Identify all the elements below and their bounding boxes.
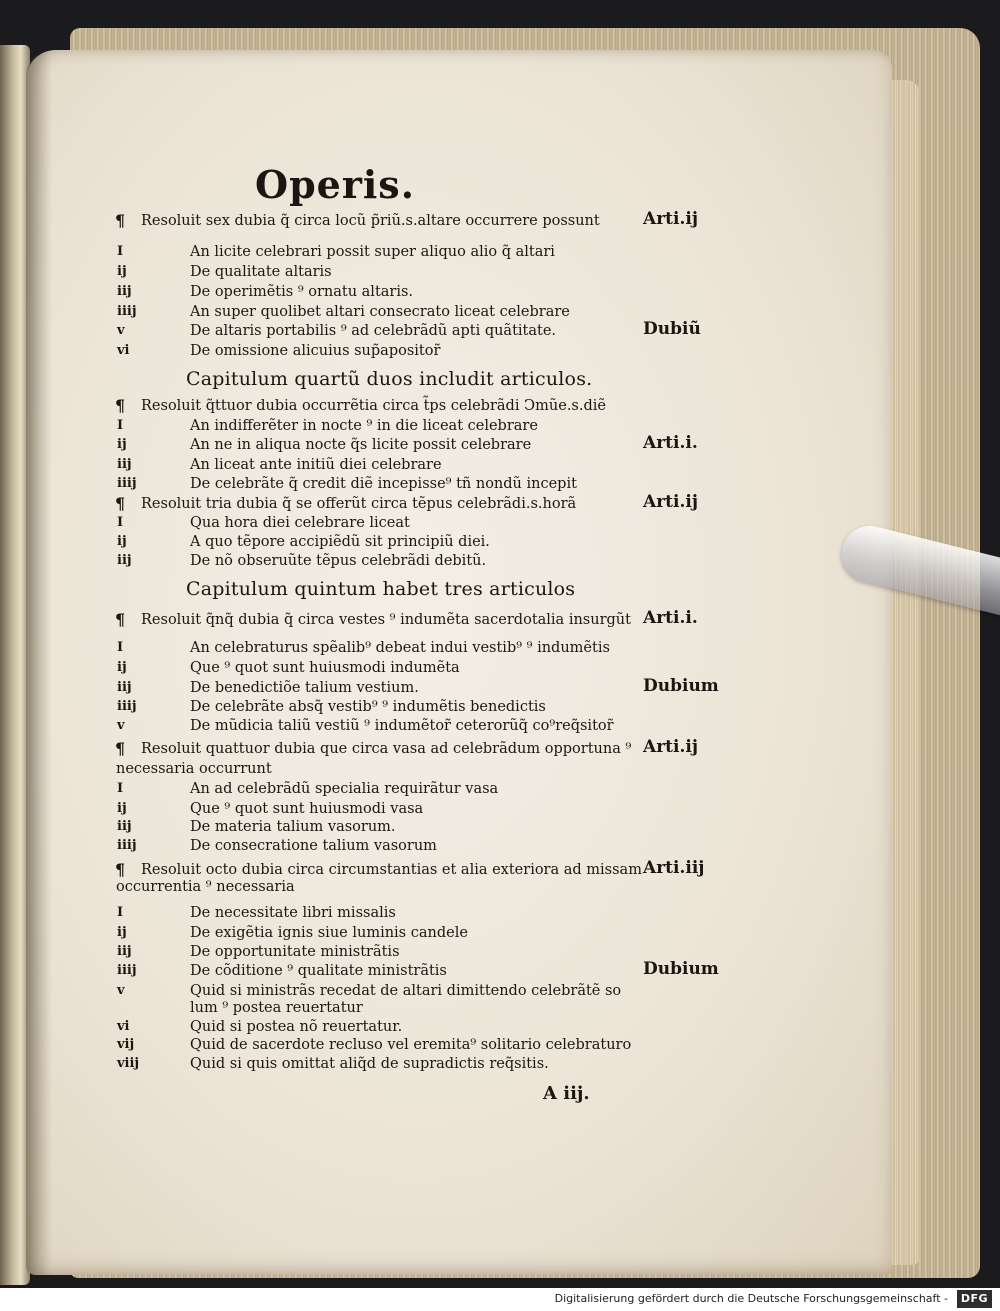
margin-note: Arti.ij [643,737,698,757]
margin-note: Dubiũ [643,319,701,339]
question-line: Quid de sacerdote recluso vel eremita⁹ solitario celebraturo [190,1037,632,1053]
margin-note: Arti.i. [643,433,698,453]
resolution-line: Resoluit octo dubia circa circumstantias et alia exteriora ad missam [141,862,642,878]
item-number: v [117,323,125,338]
chapter-heading: Capitulum quintum habet tres articulos [186,578,576,600]
margin-note: Arti.ij [643,492,698,512]
item-number: I [117,418,124,433]
item-number: I [117,905,124,920]
item-number: iij [117,284,132,299]
item-number: I [117,244,124,259]
question-line: De consecratione talium vasorum [190,838,437,854]
paragraph-mark-icon: ¶ [115,396,126,415]
question-line: De exigẽtia ignis siue luminis candele [190,925,468,941]
item-number: iiij [117,476,137,491]
paragraph-mark-icon: ¶ [115,211,126,230]
continuation-line: necessaria occurrunt [116,761,272,777]
paragraph-mark-icon: ¶ [115,494,126,513]
question-line: De nõ obseruũte tẽpus celebrãdi debitũ. [190,553,487,569]
item-number: iij [117,457,132,472]
item-number: iiij [117,838,137,853]
question-line: De cõditione ⁹ qualitate ministrãtis [190,963,447,979]
gutter-shadow [26,50,52,1275]
question-line: Que ⁹ quot sunt huiusmodi vasa [190,801,424,817]
question-line: De necessitate libri missalis [190,905,396,921]
resolution-line: Resoluit q̃ttuor dubia occurrẽtia circa t̃ps celebrãdi Ↄmũe.s.diẽ [141,398,606,414]
resolution-line: Resoluit tria dubia q̃ se offerũt circa tẽpus celebrãdi.s.horã [141,496,577,512]
item-number: ij [117,437,127,452]
margin-note: Arti.iij [643,858,705,878]
item-number: iij [117,944,132,959]
chapter-heading: Capitulum quartũ duos includit articulos. [186,368,593,390]
item-number: I [117,515,124,530]
item-number: I [117,640,124,655]
item-number: vi [117,343,130,358]
question-line: A quo tẽpore accipiẽdũ sit principiũ diei. [190,534,490,550]
question-line: Quid si quis omittat aliq̃d de supradictis req̃sitis. [190,1056,549,1072]
item-number: iij [117,553,132,568]
item-number: vi [117,1019,130,1034]
margin-note: Arti.i. [643,608,698,628]
margin-note: Dubium [643,959,719,979]
item-number: ij [117,264,127,279]
question-line: De materia talium vasorum. [190,819,396,835]
margin-note: Dubium [643,676,719,696]
question-line: Qua hora diei celebrare liceat [190,515,410,531]
item-number: iij [117,819,132,834]
question-line: Quid si ministrãs recedat de altari dimittendo celebrãtẽ so [190,983,622,999]
continuation-line: occurrentia ⁹ necessaria [116,879,295,895]
item-number: v [117,983,125,998]
item-number: iij [117,680,132,695]
continuation-line: lum ⁹ postea reuertatur [190,1000,363,1016]
question-line: An ne in aliqua nocte q̃s licite possit celebrare [190,437,532,453]
dfg-logo: DFG [957,1290,992,1308]
footer-bar [0,1288,1000,1311]
resolution-line: Resoluit q̃nq̃ dubia q̃ circa vestes ⁹ indumẽta sacerdotalia insurgũt [141,612,631,628]
item-number: iiij [117,963,137,978]
margin-note: Arti.ij [643,209,698,229]
resolution-line: Resoluit sex dubia q̃ circa locũ p̃riũ.s.altare occurrere possunt [141,213,600,229]
question-line: An celebraturus spẽalib⁹ debeat indui vestib⁹ ⁹ indumẽtis [190,640,610,656]
item-number: ij [117,660,127,675]
item-number: ij [117,801,127,816]
item-number: iiij [117,699,137,714]
signature-mark: A iij. [543,1083,590,1104]
question-line: Que ⁹ quot sunt huiusmodi indumẽta [190,660,460,676]
footer-credit: Digitalisierung gefördert durch die Deutsche Forschungsgemeinschaft - [554,1292,948,1305]
paragraph-mark-icon: ¶ [115,610,126,629]
resolution-line: Resoluit quattuor dubia que circa vasa ad celebrãdum opportuna ⁹ [141,741,632,757]
page-heading: Operis. [255,162,415,207]
item-number: v [117,718,125,733]
item-number: ij [117,534,127,549]
question-line: An licite celebrari possit super aliquo alio q̃ altari [190,244,555,260]
question-line: An super quolibet altari consecrato liceat celebrare [190,304,570,320]
item-number: ij [117,925,127,940]
paragraph-mark-icon: ¶ [115,739,126,758]
item-number: vij [117,1037,135,1052]
question-line: De mũdicia taliũ vestiũ ⁹ indumẽtor̃ ceterorũq̃ co⁹req̃sitor̃ [190,718,614,734]
paragraph-mark-icon: ¶ [115,860,126,879]
question-line: An indifferẽter in nocte ⁹ in die liceat celebrare [190,418,538,434]
question-line: An ad celebrãdũ specialia requirãtur vasa [190,781,499,797]
question-line: De celebrãte q̃ credit diẽ incepisse⁹ tñ nondũ incepit [190,476,577,492]
item-number: I [117,781,124,796]
item-number: iiij [117,304,137,319]
question-line: De benedictiõe talium vestium. [190,680,419,696]
question-line: Quid si postea nõ reuertatur. [190,1019,403,1035]
question-line: De altaris portabilis ⁹ ad celebrãdũ apti quãtitate. [190,323,557,339]
question-line: De opportunitate ministrãtis [190,944,400,960]
item-number: viij [117,1056,140,1071]
question-line: De operimẽtis ⁹ ornatu altaris. [190,284,414,300]
question-line: An liceat ante initiũ diei celebrare [190,457,442,473]
question-line: De qualitate altaris [190,264,332,280]
question-line: De omissione alicuius sup̃apositor̃ [190,343,441,359]
question-line: De celebrãte absq̃ vestib⁹ ⁹ indumẽtis benedictis [190,699,546,715]
